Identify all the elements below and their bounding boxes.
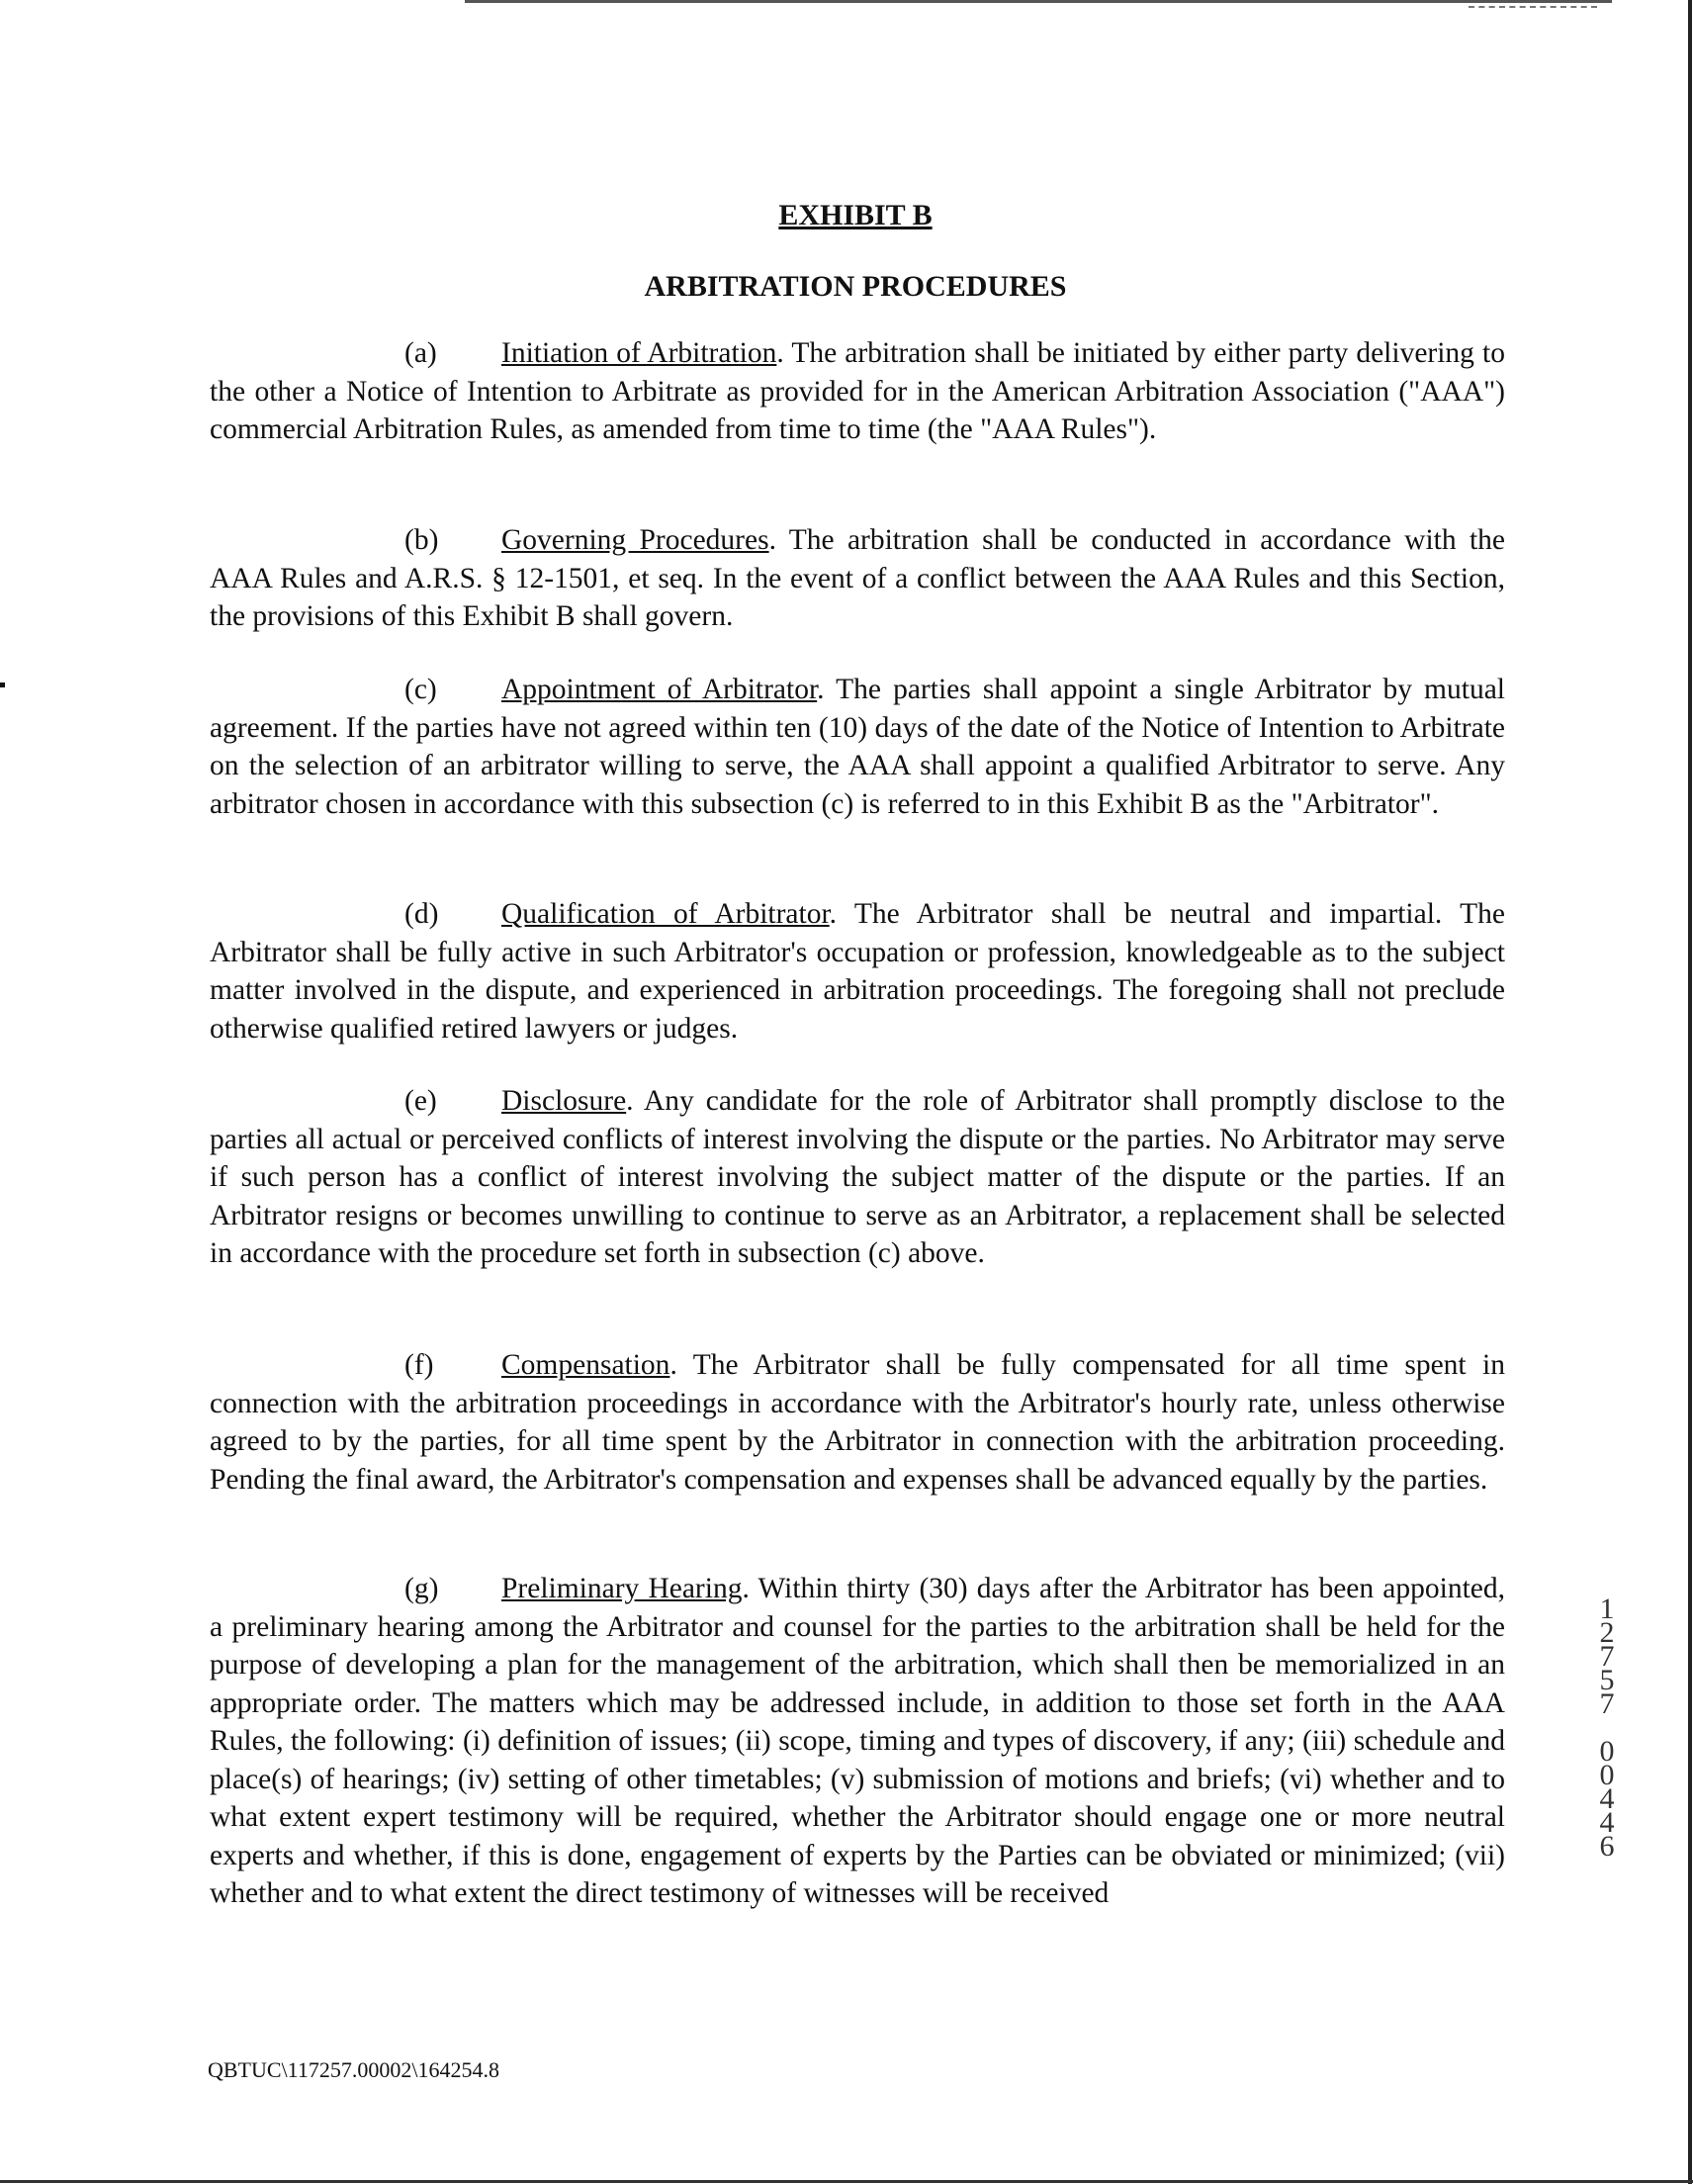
section-label: (a) [404,337,437,369]
stamp-digit: 6 [1599,1830,1615,1863]
section-heading: Disclosure [501,1085,627,1117]
stamp-digit: 5 [1599,1664,1615,1696]
scan-mark [0,682,5,687]
section-heading: Appointment of Arbitrator [501,674,818,705]
top-dashed-line [1469,6,1597,8]
stamp-digit: 0 [1599,1759,1615,1791]
section-text: The arbitration shall be initiated by either party delivering to the other a Notice of Intention to Arbitrate as provided for in the American Arbitration Association ("AAA") commercial Arbitration Rules, as amended from time to time (the "AAA Rules"). [210,337,1505,445]
section-b: (b) Governing Procedures. The arbitration shall be conducted in accordance with the AAA Rules and A.R.S. § 12-1501, et seq. In the event of a conflict between the AAA Rules and this Section, the provisions of this Exhibit B shall govern. [210,521,1505,636]
section-text: The parties shall appoint a single Arbitrator by mutual agreement. If the parties have not agreed within ten (10) days of the date of the Notice of Intention to Arbitrate on the selection of an arbitrator willing to serve, the AAA shall appoint a qualified Arbitrator to serve. Any arbitrator chosen in accordance with this subsection (c) is referred to in this Exhibit B as the "Arbitrator". [210,674,1505,820]
section-a: (a) Initiation of Arbitration. The arbitration shall be initiated by either party delivering to the other a Notice of Intention to Arbitrate as provided for in the American Arbitration Association ("AAA") commercial Arbitration Rules, as amended from time to time (the "AAA Rules"). [210,334,1505,449]
section-heading: Governing Procedures [501,524,769,556]
section-text: Any candidate for the role of Arbitrator shall promptly disclose to the parties all actual or perceived conflicts of interest involving the dispute or the parties. No Arbitrator may serve if such person has a conflict of interest involving the subject matter of the dispute or the parties. If an Arbitrator resigns or becomes unwilling to continue to serve as an Arbitrator, a replacement shall be selected in accordance with the procedure set forth in subsection (c) above. [210,1085,1505,1269]
top-border-line [465,0,1612,3]
stamp-digit: 1 [1599,1592,1615,1625]
stamp-digit: 2 [1599,1616,1615,1649]
section-heading: Preliminary Hearing [501,1573,743,1604]
section-d: (d) Qualification of Arbitrator. The Arbitrator shall be neutral and impartial. The Arbitrator shall be fully active in such Arbitrator's occupation or profession, knowledgeable as to the subject matter involved in the dispute, and experienced in arbitration proceedings. The foregoing shall not preclude otherwise qualified retired lawyers or judges. [210,895,1505,1047]
section-text: The arbitration shall be conducted in accordance with the AAA Rules and A.R.S. § 12-1501, et seq. In the event of a conflict between the AAA Rules and this Section, the provisions of this Exhibit B shall govern. [210,524,1505,632]
section-label: (c) [404,674,437,705]
section-c: (c) Appointment of Arbitrator. The parties shall appoint a single Arbitrator by mutual agreement. If the parties have not agreed within ten (10) days of the date of the Notice of Intention to Arbitrate on the selection of an arbitrator willing to serve, the AAA shall appoint a qualified Arbitrator to serve. Any arbitrator chosen in accordance with this subsection (c) is referred to in this Exhibit B as the "Arbitrator". [210,671,1505,823]
stamp-digit: 7 [1599,1640,1615,1673]
stamp-digit: 4 [1599,1782,1615,1815]
section-e: (e) Disclosure. Any candidate for the role of Arbitrator shall promptly disclose to the parties all actual or perceived conflicts of interest involving the dispute or the parties. No Arbitrator may serve if such person has a conflict of interest involving the subject matter of the dispute or the parties. If an Arbitrator resigns or becomes unwilling to continue to serve as an Arbitrator, a replacement shall be selected in accordance with the procedure set forth in subsection (c) above. [210,1082,1505,1273]
section-label: (g) [404,1573,439,1604]
section-label: (e) [404,1085,437,1117]
stamp-digit: 4 [1599,1806,1615,1839]
section-text: Within thirty (30) days after the Arbitrator has been appointed, a preliminary hearing among the Arbitrator and counsel for the parties to the arbitration shall be held for the purpose of developing a plan for the management of the arbitration, which shall then be memorialized in an appropriate order. The matters which may be addressed include, in addition to those set forth in the AAA Rules, the following: (i) definition of issues; (ii) scope, timing and types of discovery, if any; (iii) schedule and place(s) of hearings; (iv) setting of other timetables; (v) submission of motions and briefs; (vi) whether and to what extent expert testimony will be required, whether the Arbitrator should engage one or more neutral experts and whether, if this is done, engagement of experts by the Parties can be obviated or minimized; (vii) whether and to what extent the direct testimony of witnesses will be received [210,1573,1505,1909]
stamp-digit: 0 [1599,1735,1615,1768]
section-label: (f) [404,1349,434,1381]
section-label: (b) [404,524,439,556]
footer-document-reference: QBTUC\117257.00002\164254.8 [208,2057,499,2082]
document-subtitle: ARBITRATION PROCEDURES [644,270,1067,303]
bottom-page-edge [0,2180,1693,2183]
right-page-edge [1688,0,1692,2184]
section-g: (g) Preliminary Hearing. Within thirty (30) days after the Arbitrator has been appointed, a preliminary hearing among the Arbitrator and counsel for the parties to the arbitration shall be held for the purpose of developing a plan for the management of the arbitration, which shall then be memorialized in an appropriate order. The matters which may be addressed include, in addition to those set forth in the AAA Rules, the following: (i) definition of issues; (ii) scope, timing and types of discovery, if any; (iii) schedule and place(s) of hearings; (iv) setting of other timetables; (v) submission of motions and briefs; (vi) whether and to what extent expert testimony will be required, whether the Arbitrator should engage one or more neutral experts and whether, if this is done, engagement of experts by the Parties can be obviated or minimized; (vii) whether and to what extent the direct testimony of witnesses will be received [210,1570,1505,1913]
section-heading: Qualification of Arbitrator [501,898,830,930]
section-f: (f) Compensation. The Arbitrator shall be fully compensated for all time spent in connection with the arbitration proceedings in accordance with the Arbitrator's hourly rate, unless otherwise agreed to by the parties, for all time spent by the Arbitrator in connection with the arbitration proceeding. Pending the final award, the Arbitrator's compensation and expenses shall be advanced equally by the parties. [210,1346,1505,1499]
stamp-digit: 7 [1599,1687,1615,1720]
section-heading: Compensation [501,1349,670,1381]
exhibit-title: EXHIBIT B [778,199,933,231]
section-heading: Initiation of Arbitration [501,337,777,369]
section-text: The Arbitrator shall be fully compensated for all time spent in connection with the arbitration proceedings in accordance with the Arbitrator's hourly rate, unless otherwise agreed to by the parties, for all time spent by the Arbitrator in connection with the arbitration proceeding. Pending the final award, the Arbitrator's compensation and expenses shall be advanced equally by the parties. [210,1349,1505,1496]
section-label: (d) [404,898,439,930]
section-text: The Arbitrator shall be neutral and impartial. The Arbitrator shall be fully active in such Arbitrator's occupation or profession, knowledgeable as to the subject matter involved in the dispute, and experienced in arbitration proceedings. The foregoing shall not preclude otherwise qualified retired lawyers or judges. [210,898,1505,1045]
bates-stamp [1592,1592,1622,1863]
